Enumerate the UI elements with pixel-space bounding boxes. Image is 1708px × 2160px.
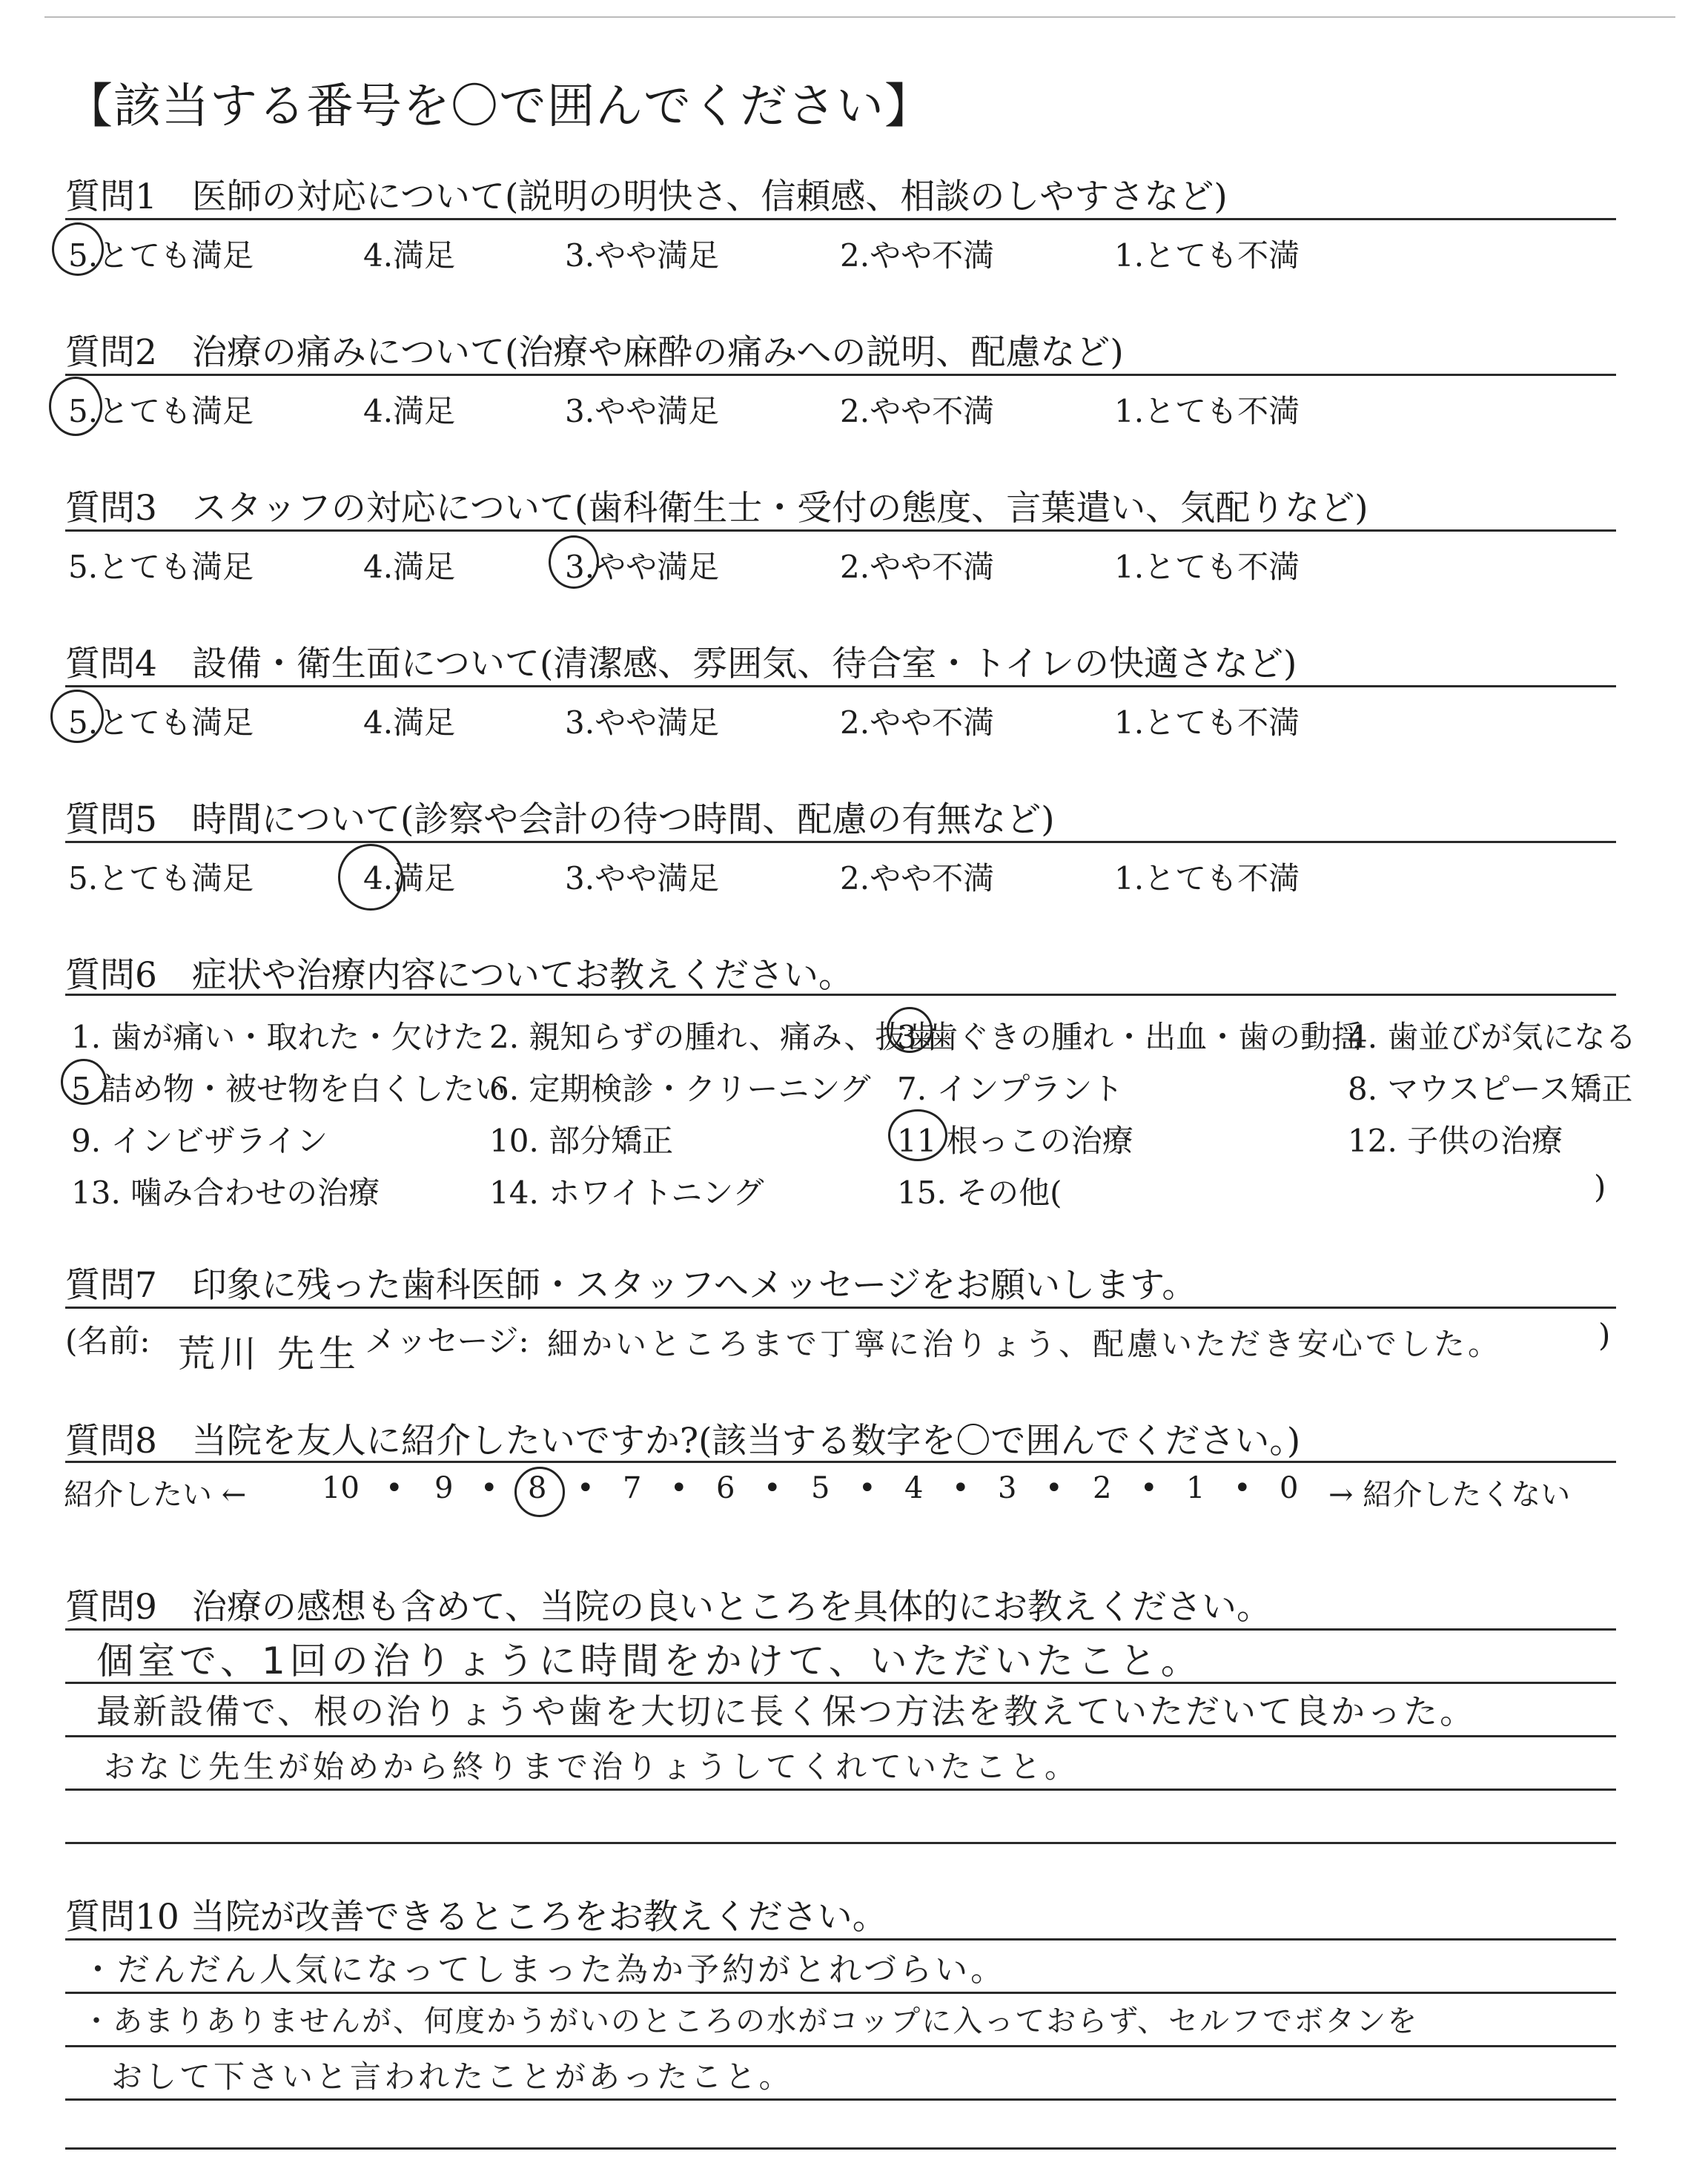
- q1-option-4[interactable]: 4.満足: [363, 237, 456, 274]
- q2-selection-circle: [49, 377, 102, 436]
- q6-option-8[interactable]: 8. マウスピース矯正: [1348, 1071, 1633, 1107]
- q6-option-2[interactable]: 2. 親知らずの腫れ、痛み、抜歯: [489, 1019, 938, 1055]
- q8-dot: •: [670, 1471, 688, 1505]
- q3-option-3[interactable]: 3.やや満足: [565, 549, 720, 585]
- q1-option-1[interactable]: 1.とても不満: [1114, 237, 1300, 274]
- question-9-title: 質問9 治療の感想も含めて、当院の良いところを具体的にお教えください。: [65, 1587, 1271, 1628]
- q2-option-2[interactable]: 2.やや不満: [840, 393, 995, 429]
- q6-option-12[interactable]: 12. 子供の治療: [1348, 1123, 1563, 1159]
- q8-dot: •: [1045, 1471, 1063, 1505]
- q8-dot: •: [1140, 1471, 1158, 1505]
- q6-option-6[interactable]: 6. 定期検診・クリーニング: [489, 1071, 871, 1107]
- q6-option-5[interactable]: 5 詰め物・被せ物を白くしたい: [71, 1071, 506, 1107]
- q3-option-1[interactable]: 1.とても不満: [1114, 549, 1300, 585]
- q2-option-1[interactable]: 1.とても不満: [1114, 393, 1300, 429]
- q8-scale-7[interactable]: 7: [623, 1471, 642, 1505]
- q9-answer-line-2: 最新設備で、根の治りょうや歯を大切に長く保つ方法を教えていただいて良かった。: [96, 1691, 1477, 1731]
- q8-scale-8[interactable]: 8: [528, 1471, 547, 1505]
- q8-scale-9[interactable]: 9: [434, 1471, 454, 1505]
- question-5-rule: [65, 841, 1616, 843]
- q9-line-4: [65, 1789, 1616, 1791]
- q1-option-5[interactable]: 5.とても満足: [68, 237, 254, 274]
- q4-selection-circle: [50, 690, 104, 743]
- q1-option-3[interactable]: 3.やや満足: [565, 237, 720, 274]
- question-6-rule: [65, 994, 1616, 996]
- question-7-title: 質問7 印象に残った歯科医師・スタッフへメッセージをお願いします。: [65, 1265, 1197, 1306]
- q4-option-1[interactable]: 1.とても不満: [1114, 704, 1300, 741]
- q8-scale-3[interactable]: 3: [998, 1471, 1017, 1505]
- q6-option-15-close-paren: ): [1594, 1169, 1606, 1205]
- q9-line-5: [65, 1842, 1616, 1844]
- q9-line-3: [65, 1735, 1616, 1737]
- q8-scale-2[interactable]: 2: [1093, 1471, 1112, 1505]
- q3-option-2[interactable]: 2.やや不満: [840, 549, 995, 585]
- q8-selection-circle: [514, 1467, 565, 1517]
- form-header: 【該当する番号を〇で囲んでください】: [65, 79, 933, 134]
- q8-dot: •: [385, 1471, 403, 1505]
- question-7-rule: [65, 1307, 1616, 1309]
- q6-option-4[interactable]: 4. 歯並びが気になる: [1348, 1019, 1637, 1055]
- page-top-edge: [44, 16, 1675, 18]
- q6-option-11[interactable]: 11 根っこの治療: [897, 1123, 1133, 1159]
- q8-scale-10[interactable]: 10: [322, 1471, 360, 1505]
- q7-close-paren: ): [1598, 1317, 1611, 1353]
- question-5-title: 質問5 時間について(診察や会計の待つ時間、配慮の有無など): [65, 799, 1055, 840]
- question-8-rule: [65, 1461, 1616, 1463]
- q10-line-4: [65, 2098, 1616, 2101]
- q6-option-7[interactable]: 7. インプラント: [897, 1071, 1124, 1107]
- q1-option-2[interactable]: 2.やや不満: [840, 237, 995, 274]
- q10-answer-line-3: おして下さいと言われたことがあったこと。: [111, 2058, 793, 2095]
- question-4-rule: [65, 685, 1616, 687]
- q8-scale-6[interactable]: 6: [716, 1471, 735, 1505]
- q8-dot: •: [480, 1471, 498, 1505]
- q5-option-1[interactable]: 1.とても不満: [1114, 860, 1300, 896]
- q8-scale-0[interactable]: 0: [1280, 1471, 1299, 1505]
- question-8-title: 質問8 当院を友人に紹介したいですか?(該当する数字を〇で囲んでください。): [65, 1421, 1301, 1462]
- q8-dot: •: [952, 1471, 970, 1505]
- q6-option-10[interactable]: 10. 部分矯正: [489, 1123, 674, 1159]
- q4-option-2[interactable]: 2.やや不満: [840, 704, 995, 741]
- q6-option-3[interactable]: 3 歯ぐきの腫れ・出血・歯の動揺: [897, 1019, 1363, 1055]
- q4-option-3[interactable]: 3.やや満足: [565, 704, 720, 741]
- q10-line-5: [65, 2147, 1616, 2150]
- q1-selection-circle: [52, 222, 104, 276]
- q8-scale-4[interactable]: 4: [904, 1471, 924, 1505]
- q5-selection-circle: [338, 844, 403, 911]
- question-2-rule: [65, 374, 1616, 376]
- q6-selection-circle-11: [888, 1109, 947, 1161]
- q10-line-1: [65, 1938, 1616, 1941]
- q6-option-14[interactable]: 14. ホワイトニング: [489, 1175, 764, 1211]
- q6-selection-circle-3: [887, 1007, 933, 1053]
- q5-option-3[interactable]: 3.やや満足: [565, 860, 720, 896]
- q5-option-4[interactable]: 4.満足: [363, 860, 456, 896]
- q10-line-2: [65, 1992, 1616, 1994]
- q5-option-2[interactable]: 2.やや不満: [840, 860, 995, 896]
- q10-line-3: [65, 2045, 1616, 2047]
- question-10-title: 質問10 当院が改善できるところをお教えください。: [65, 1897, 887, 1938]
- q9-answer-line-3: おなじ先生が始めから終りまで治りょうしてくれていたこと。: [104, 1748, 1080, 1785]
- q6-option-1[interactable]: 1. 歯が痛い・取れた・欠けた: [71, 1019, 485, 1055]
- question-1-rule: [65, 218, 1616, 220]
- q2-option-4[interactable]: 4.満足: [363, 393, 456, 429]
- question-6-title: 質問6 症状や治療内容についてお教えください。: [65, 955, 853, 996]
- q2-option-5[interactable]: 5.とても満足: [68, 393, 254, 429]
- question-4-title: 質問4 設備・衛生面について(清潔感、雰囲気、待合室・トイレの快適さなど): [65, 644, 1297, 684]
- q8-dot: •: [764, 1471, 781, 1505]
- q6-option-13[interactable]: 13. 噛み合わせの治療: [71, 1175, 380, 1211]
- q4-option-4[interactable]: 4.満足: [363, 704, 456, 741]
- q8-dot: •: [577, 1471, 595, 1505]
- q8-scale-1[interactable]: 1: [1186, 1471, 1205, 1505]
- q6-option-15[interactable]: 15. その他(: [897, 1175, 1062, 1211]
- q7-name-handwritten: 荒川 先生: [178, 1332, 360, 1375]
- question-1-title: 質問1 医師の対応について(説明の明快さ、信頼感、相談のしやすさなど): [65, 176, 1228, 217]
- q7-name-label: (名前:: [65, 1323, 150, 1359]
- q7-message-label: メッセージ:: [365, 1323, 529, 1359]
- q3-option-4[interactable]: 4.満足: [363, 549, 456, 585]
- question-3-title: 質問3 スタッフの対応について(歯科衛生士・受付の態度、言葉遣い、気配りなど): [65, 488, 1368, 529]
- q3-option-5[interactable]: 5.とても満足: [68, 549, 254, 585]
- q6-option-9[interactable]: 9. インビザライン: [71, 1123, 328, 1159]
- q8-right-label: → 紹介したくない: [1328, 1478, 1571, 1512]
- q10-answer-line-1: ・だんだん人気になってしまった為か予約がとれづらい。: [82, 1951, 1007, 1989]
- q2-option-3[interactable]: 3.やや満足: [565, 393, 720, 429]
- q9-line-1: [65, 1628, 1616, 1631]
- q5-option-5[interactable]: 5.とても満足: [68, 860, 254, 896]
- question-3-rule: [65, 529, 1616, 532]
- q7-message-handwritten: 細かいところまで丁寧に治りょう、配慮いただき安心でした。: [547, 1326, 1503, 1362]
- q4-option-5[interactable]: 5.とても満足: [68, 704, 254, 741]
- q8-dot: •: [1234, 1471, 1251, 1505]
- q8-scale-5[interactable]: 5: [811, 1471, 830, 1505]
- q3-selection-circle: [549, 535, 599, 589]
- q10-answer-line-2: ・あまりありませんが、何度かうがいのところの水がコップに入っておらず、セルフでボタンを: [82, 2004, 1419, 2038]
- q8-dot: •: [858, 1471, 876, 1505]
- q9-answer-line-1: 個室で、1回の治りょうに時間をかけて、いただいたこと。: [96, 1639, 1202, 1682]
- q8-left-label: 紹介したい ←: [64, 1478, 247, 1512]
- q6-selection-circle-5: [61, 1059, 107, 1105]
- question-2-title: 質問2 治療の痛みについて(治療や麻酔の痛みへの説明、配慮など): [65, 332, 1124, 373]
